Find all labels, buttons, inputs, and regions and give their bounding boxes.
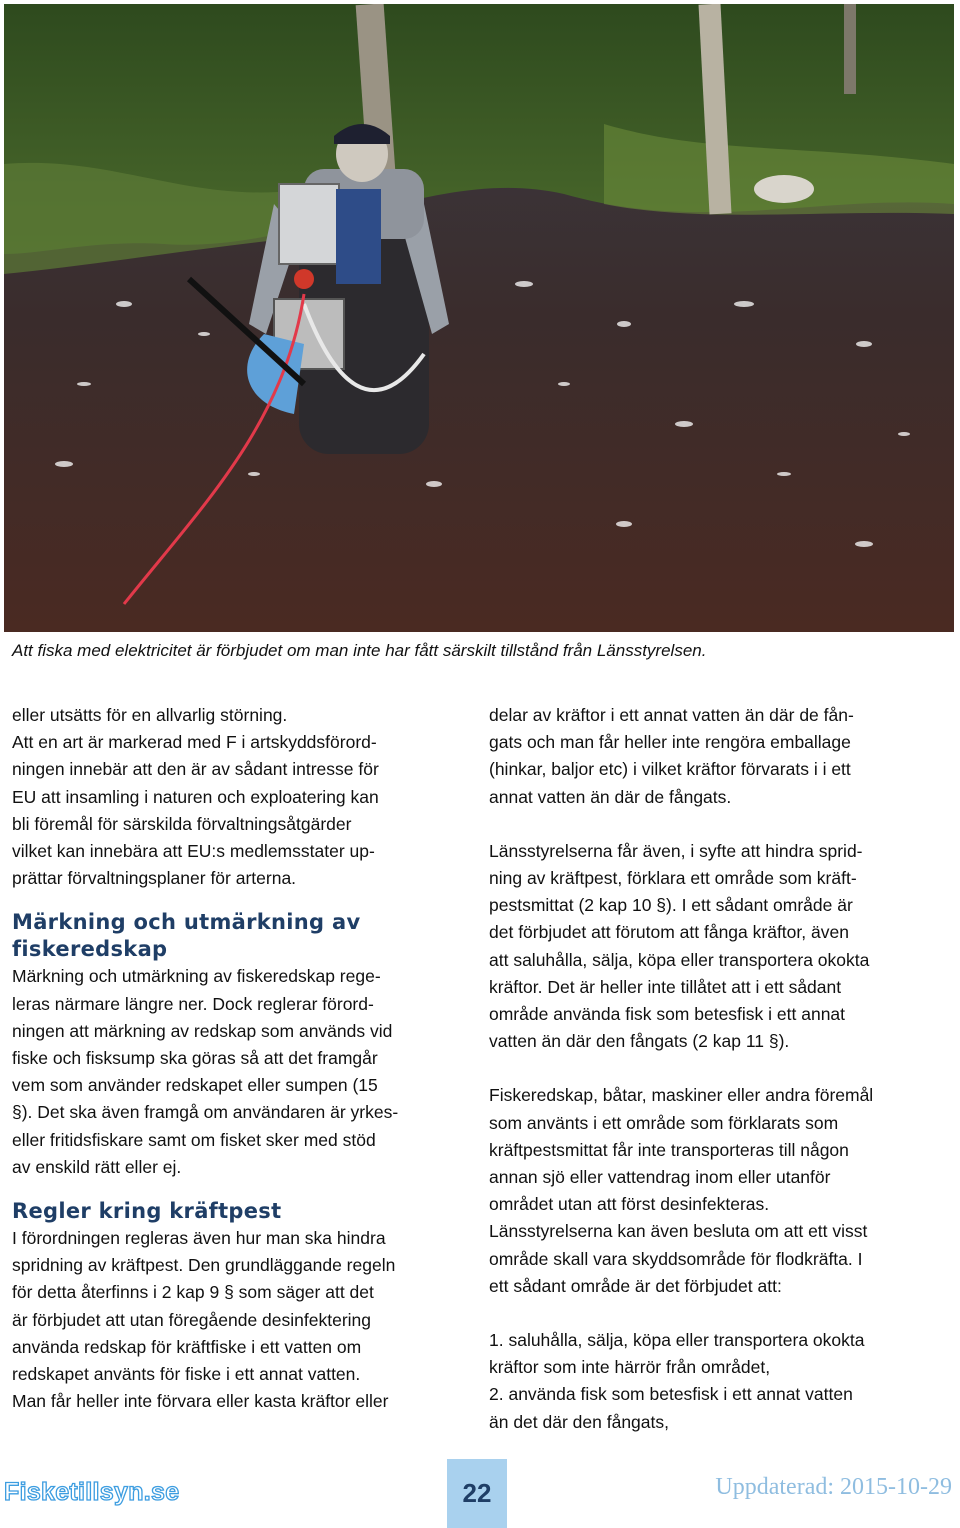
text-line: kräftor. Det är heller inte tillåtet att i ett sådant (489, 976, 842, 997)
photo-illustration (4, 4, 954, 632)
text-line: Länsstyrelserna kan även besluta om att ett visst (489, 1221, 868, 1242)
text-line: använda redskap för kräftfiske i ett vatten om (12, 1336, 362, 1357)
list-item: 2. använda fisk som betesfisk i ett annat vatten (489, 1384, 853, 1405)
text-line: ett sådant område är det förbjudet att: (489, 1275, 782, 1296)
page-number: 22 (462, 1478, 492, 1508)
text-line: för detta återfinns i 2 kap 9 § som säger att det (12, 1282, 374, 1303)
intro-paragraph (12, 702, 467, 892)
text-line: Märkning och utmärkning av fiskeredskap rege- (12, 966, 381, 987)
site-logo[interactable]: Fisketillsyn.se (4, 1478, 180, 1506)
right-paragraph-2 (489, 838, 949, 1056)
text-line: ning av kräftpest, förklara ett område som kräft- (489, 868, 857, 889)
page-number-badge (447, 1459, 507, 1528)
text-line: Att en art är markerad med F i artskyddsförord- (12, 732, 377, 753)
text-line: pestsmittat (2 kap 10 §). I ett sådant område är (489, 895, 853, 916)
text-line: område använda fisk som betesfisk i ett annat (489, 1004, 846, 1025)
text-line: EU att insamling i naturen och exploatering kan (12, 786, 379, 807)
text-line: vilket kan innebära att EU:s medlemsstater up- (12, 841, 375, 862)
text-line: spridning av kräftpest. Den grundläggande regeln (12, 1255, 396, 1276)
text-line: att saluhålla, sälja, köpa eller transportera okokta (489, 949, 870, 970)
text-line: bli föremål för särskilda förvaltningsåtgärder (12, 813, 352, 834)
text-line: redskapet använts för fiske i ett annat vatten. (12, 1364, 361, 1385)
text-line: I förordningen regleras även hur man ska hindra (12, 1228, 386, 1249)
list-item: än det där den fångats, (489, 1411, 669, 1432)
text-line: (hinkar, baljor etc) i vilket kräftor förvarats i i ett (489, 759, 851, 780)
text-line: leras närmare längre ner. Dock reglerar förord- (12, 993, 374, 1014)
right-column (489, 702, 949, 1436)
photo-caption: Att fiska med elektricitet är förbjudet om man inte har fått särskilt tillstånd från Länsstyrelsen. (12, 641, 707, 660)
list-item: 1. saluhålla, sälja, köpa eller transportera okokta (489, 1330, 865, 1351)
text-line: Länsstyrelserna får även, i syfte att hindra sprid- (489, 840, 863, 861)
text-line: vatten än där den fångats (2 kap 11 §). (489, 1031, 790, 1052)
left-column (12, 702, 467, 1415)
text-line: eller fritidsfiskare samt om fisket sker med stöd (12, 1129, 376, 1150)
text-line: Fiskeredskap, båtar, maskiner eller andra föremål (489, 1085, 874, 1106)
marking-paragraph (12, 963, 467, 1181)
text-line: det förbjudet att förutom att fånga kräftor, även (489, 922, 849, 943)
updated-date: Uppdaterad: 2015-10-29 (715, 1474, 952, 1500)
text-line: kräftpestsmittat får inte transporteras till någon (489, 1139, 849, 1160)
text-line: området utan att först desinfekteras. (489, 1194, 770, 1215)
heading-line: Märkning och utmärkning av (12, 910, 361, 935)
text-line: annan sjö eller vattendrag inom eller utanför (489, 1167, 831, 1188)
right-paragraph-3 (489, 1082, 949, 1300)
text-line: prättar förvaltningsplaner för arterna. (12, 868, 297, 889)
text-line: vem som använder redskapet eller sumpen (15 (12, 1075, 378, 1096)
text-line: fiske och fisksump ska göras så att det framgår (12, 1048, 378, 1069)
text-line: är förbjudet att utan föregående desinfektering (12, 1309, 371, 1330)
section-heading-marking (12, 909, 467, 963)
text-line: ningen innebär att den är av sådant intresse för (12, 759, 379, 780)
right-paragraph-4-list (489, 1327, 949, 1436)
text-line: av enskild rätt eller ej. (12, 1156, 182, 1177)
text-line: Man får heller inte förvara eller kasta kräftor eller (12, 1391, 389, 1412)
list-item: kräftor som inte härrör från området, (489, 1357, 771, 1378)
text-line: gats och man får heller inte rengöra emballage (489, 732, 851, 753)
stream-photo (4, 4, 954, 632)
text-line: eller utsätts för en allvarlig störning. (12, 705, 288, 725)
text-line: annat vatten än där de fångats. (489, 786, 732, 807)
text-line: som använts i ett område som förklarats som (489, 1112, 839, 1133)
text-line: område skall vara skyddsområde för flodkräfta. I (489, 1248, 863, 1269)
section-heading-crayfish-plague: Regler kring kräftpest (12, 1199, 282, 1224)
text-line: ningen att märkning av redskap som används vid (12, 1020, 393, 1041)
right-paragraph-1 (489, 702, 949, 811)
heading-line: fiskeredskap (12, 937, 168, 962)
text-line: §). Det ska även framgå om användaren är yrkes- (12, 1102, 399, 1123)
text-line: delar av kräftor i ett annat vatten än där de fån- (489, 705, 854, 725)
crayfish-plague-paragraph (12, 1225, 467, 1415)
